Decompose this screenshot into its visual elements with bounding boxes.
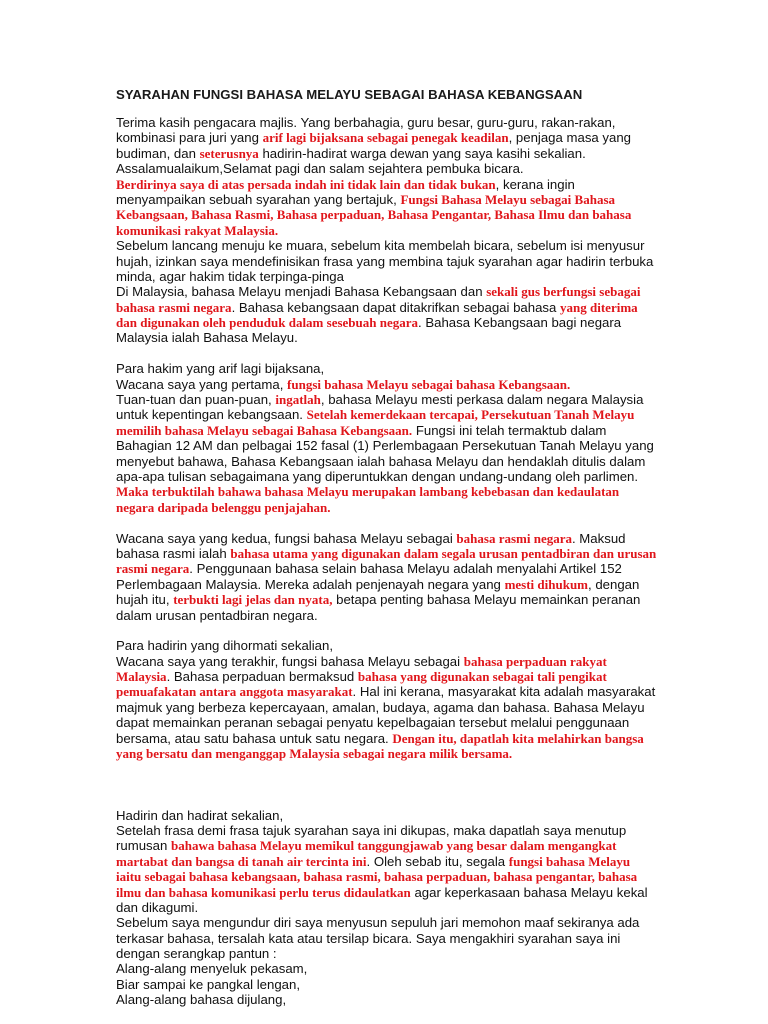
highlighted-phrase: bahasa rasmi negara <box>116 299 232 315</box>
text-run: terkasar bahasa, tersalah kata atau tersilap bicara. Saya mengakhiri syarahan saya ini <box>116 930 621 946</box>
text-run: Tuan-tuan dan puan-puan, <box>116 392 276 408</box>
highlighted-phrase: terbukti lagi jelas dan nyata, <box>173 592 333 608</box>
text-run: bahasa rasmi ialah <box>116 545 231 561</box>
highlighted-phrase: bahasa yang digunakan sebagai tali pengikat <box>357 669 607 685</box>
text-run: Fungsi ini telah termaktub dalam <box>412 422 607 438</box>
text-run: Hadirin dan hadirat sekalian, <box>116 807 284 823</box>
text-run: Terima kasih pengacara majlis. Yang berbahagia, guru besar, guru-guru, rakan-rakan, <box>116 115 616 130</box>
text-line <box>116 823 656 838</box>
text-line <box>116 115 656 130</box>
text-line <box>116 900 656 915</box>
highlighted-phrase: seterusnya <box>199 145 259 161</box>
highlighted-phrase: arif lagi bijaksana sebagai penegak keadilan <box>262 130 509 146</box>
highlighted-phrase: komunikasi rakyat Malaysia. <box>116 222 279 238</box>
text-line <box>116 915 656 930</box>
text-run: hujah itu, <box>116 592 174 608</box>
text-run: apa-apa tulisan sebagaimana yang diperuntukkan dengan undang-undang oleh parlimen. <box>116 468 639 484</box>
text-run: Sebelum saya mengundur diri saya menyusun sepuluh jari memohon maaf sekiranya ada <box>116 915 640 931</box>
text-line <box>116 192 656 207</box>
highlighted-phrase: iaitu sebagai bahasa kebangsaan, bahasa rasmi, bahasa perpaduan, bahasa pengantar, bahasa <box>116 869 638 885</box>
text-line <box>116 546 656 561</box>
blank-line <box>116 346 656 361</box>
text-line <box>116 746 656 761</box>
text-run: . Hal ini kerana, masyarakat kita adalah masyarakat <box>352 684 656 700</box>
text-run: . Bahasa kebangsaan dapat ditakrifkan sebagai bahasa <box>231 299 561 315</box>
text-run: . Bahasa Kebangsaan bagi negara <box>418 315 622 331</box>
text-run: Di Malaysia, bahasa Melayu menjadi Bahasa Kebangsaan dan <box>116 284 487 300</box>
text-line <box>116 592 656 607</box>
highlighted-phrase: bahawa bahasa Melayu memikul tanggungjawab yang besar dalam mengangkat <box>170 838 617 854</box>
text-run: dengan serangkap pantun : <box>116 946 277 962</box>
text-line <box>116 300 656 315</box>
text-line <box>116 254 656 269</box>
blank-line <box>116 515 656 530</box>
text-line <box>116 992 656 1007</box>
highlighted-phrase: fungsi bahasa Melayu sebagai bahasa Kebangsaan. <box>287 376 571 392</box>
text-run: . Penggunaan bahasa selain bahasa Melayu adalah menyalahi Artikel 152 <box>189 561 622 577</box>
text-run: . Maksud <box>571 530 626 546</box>
text-line <box>116 454 656 469</box>
text-line <box>116 438 656 453</box>
text-line <box>116 269 656 284</box>
text-run: Sebelum lancang menuju ke muara, sebelum kita membelah bicara, sebelum isi menyusur <box>116 238 645 254</box>
text-run: menyebut bahawa, Bahasa Kebangsaan ialah bahasa Melayu dan hendaklah ditulis dalam <box>116 453 646 469</box>
highlighted-phrase: pemuafakatan antara anggota masyarakat <box>116 684 353 700</box>
text-line <box>116 731 656 746</box>
text-run: Alang-alang bahasa dijulang, <box>116 992 287 1008</box>
text-line <box>116 130 656 145</box>
highlighted-phrase: ilmu dan bahasa komunikasi perlu terus didaulatkan <box>116 884 411 900</box>
text-run: untuk kepentingan kebangsaan. <box>116 407 307 423</box>
text-run: , penjaga masa yang <box>508 130 632 146</box>
text-line <box>116 854 656 869</box>
highlighted-phrase: yang bersatu dan menganggap Malaysia sebagai negara milik bersama. <box>116 746 513 762</box>
blank-line <box>116 792 656 807</box>
text-line <box>116 608 656 623</box>
highlighted-phrase: mesti dihukum <box>504 576 589 592</box>
text-run: hujah, izinkan saya mendefinisikan frasa yang membina tajuk syarahan agar hadirin terbuka <box>116 253 654 269</box>
text-line <box>116 700 656 715</box>
text-line <box>116 361 656 376</box>
text-line <box>116 838 656 853</box>
text-line <box>116 223 656 238</box>
text-run: bersama, atau satu bahasa untuk satu negara. <box>116 730 393 746</box>
highlighted-phrase: Dengan itu, dapatlah kita melahirkan bangsa <box>392 730 644 746</box>
text-run: Biar sampai ke pangkal lengan, <box>116 976 301 992</box>
text-line <box>116 654 656 669</box>
text-line <box>116 484 656 499</box>
text-run: rumusan <box>116 838 171 854</box>
text-run: , bahasa Melayu mesti perkasa dalam negara Malaysia <box>320 392 644 408</box>
text-run: Wacana saya yang pertama, <box>116 376 288 392</box>
highlighted-phrase: memilih bahasa Melayu sebagai Bahasa Kebangsaan. <box>116 422 413 438</box>
highlighted-phrase: Fungsi Bahasa Melayu sebagai Bahasa <box>400 191 615 207</box>
text-line <box>116 669 656 684</box>
text-line <box>116 961 656 976</box>
text-line <box>116 377 656 392</box>
highlighted-phrase: rasmi negara <box>116 561 190 577</box>
text-line <box>116 638 656 653</box>
highlighted-phrase: Berdirinya saya di atas persada indah ini tidak lain dan tidak bukan <box>116 176 496 192</box>
text-run: menyampaikan sebuah syarahan yang bertajuk, <box>116 191 401 207</box>
text-run: Wacana saya yang kedua, fungsi bahasa Melayu sebagai <box>116 530 457 546</box>
blank-line <box>116 623 656 638</box>
text-line <box>116 392 656 407</box>
text-line <box>116 808 656 823</box>
text-line <box>116 330 656 345</box>
highlighted-phrase: Setelah kemerdekaan tercapai, Persekutuan Tanah Melayu <box>306 407 635 423</box>
text-run: Bahagian 12 AM dan pelbagai 152 fasal (1) Perlembagaan Persekutuan Tanah Melayu yang <box>116 438 654 454</box>
highlighted-phrase: martabat dan bangsa di tanah air tercinta ini <box>116 853 367 869</box>
text-run: . Bahasa perpaduan bermaksud <box>166 669 358 685</box>
highlighted-phrase: bahasa perpaduan rakyat <box>463 653 607 669</box>
text-run: kombinasi para juri yang <box>116 130 263 146</box>
text-line <box>116 469 656 484</box>
blank-line <box>116 777 656 792</box>
text-line <box>116 284 656 299</box>
text-line <box>116 407 656 422</box>
text-line <box>116 885 656 900</box>
text-line <box>116 931 656 946</box>
text-run: . Oleh sebab itu, segala <box>366 853 509 869</box>
text-run: , dengan <box>588 576 640 592</box>
text-line <box>116 577 656 592</box>
text-line <box>116 500 656 515</box>
text-line <box>116 869 656 884</box>
text-run: , kerana ingin <box>495 176 575 192</box>
highlighted-phrase: Maka terbuktilah bahawa bahasa Melayu merupakan lambang kebebasan dan kedaulatan <box>116 484 620 500</box>
text-line <box>116 315 656 330</box>
highlighted-phrase: negara daripada belenggu penjajahan. <box>116 499 331 515</box>
highlighted-phrase: dan digunakan oleh penduduk dalam sesebuah negara <box>116 315 419 331</box>
text-run: Para hakim yang arif lagi bijaksana, <box>116 361 325 377</box>
text-run: Malaysia ialah Bahasa Melayu. <box>116 330 298 346</box>
highlighted-phrase: fungsi bahasa Melayu <box>508 853 631 869</box>
text-line <box>116 977 656 992</box>
text-run: dan dikagumi. <box>116 899 199 915</box>
text-run: betapa penting bahasa Melayu memainkan peranan <box>332 592 641 608</box>
blank-line <box>116 761 656 776</box>
highlighted-phrase: bahasa utama yang digunakan dalam segala urusan pentadbiran dan urusan <box>230 545 657 561</box>
text-line <box>116 561 656 576</box>
text-line <box>116 531 656 546</box>
text-run: Wacana saya yang terakhir, fungsi bahasa Melayu sebagai <box>116 653 464 669</box>
text-run: dapat memainkan peranan sebagai penyatu kepelbagaian tersebut melalui penggunaan <box>116 715 630 731</box>
text-line <box>116 238 656 253</box>
text-run: Perlembagaan Malaysia. Mereka adalah penjenayah negara yang <box>116 576 505 592</box>
highlighted-phrase: yang diterima <box>560 299 638 315</box>
highlighted-phrase: Malaysia <box>116 669 167 685</box>
text-run: majmuk yang berbeza kepercayaan, amalan, budaya, agama dan bahasa. Bahasa Melayu <box>116 699 645 715</box>
document-body <box>116 115 656 1008</box>
text-run: budiman, dan <box>116 145 200 161</box>
text-line <box>116 207 656 222</box>
highlighted-phrase: bahasa rasmi negara <box>456 530 572 546</box>
text-run: Para hadirin yang dihormati sekalian, <box>116 638 333 654</box>
text-run: dalam urusan pentadbiran negara. <box>116 607 318 623</box>
text-line <box>116 161 656 176</box>
text-run: agar keperkasaan bahasa Melayu kekal <box>410 884 648 900</box>
highlighted-phrase: ingatlah <box>275 392 321 408</box>
text-line <box>116 684 656 699</box>
text-line <box>116 423 656 438</box>
text-run: minda, agar hakim tidak terpinga-pinga <box>116 268 344 284</box>
text-run: Setelah frasa demi frasa tajuk syarahan saya ini dikupas, maka dapatlah saya menutup <box>116 822 627 838</box>
text-line <box>116 946 656 961</box>
highlighted-phrase: sekali gus berfungsi sebagai <box>486 284 641 300</box>
text-line <box>116 177 656 192</box>
text-run: Assalamualaikum,Selamat pagi dan salam sejahtera pembuka bicara. <box>116 161 524 177</box>
text-line <box>116 146 656 161</box>
text-line <box>116 715 656 730</box>
document-title: SYARAHAN FUNGSI BAHASA MELAYU SEBAGAI BAHASA KEBANGSAAN <box>116 87 583 102</box>
text-run: hadirin-hadirat warga dewan yang saya kasihi sekalian. <box>258 145 586 161</box>
text-run: Alang-alang menyeluk pekasam, <box>116 961 308 977</box>
highlighted-phrase: Kebangsaan, Bahasa Rasmi, Bahasa perpaduan, Bahasa Pengantar, Bahasa Ilmu dan bahasa <box>116 207 632 223</box>
